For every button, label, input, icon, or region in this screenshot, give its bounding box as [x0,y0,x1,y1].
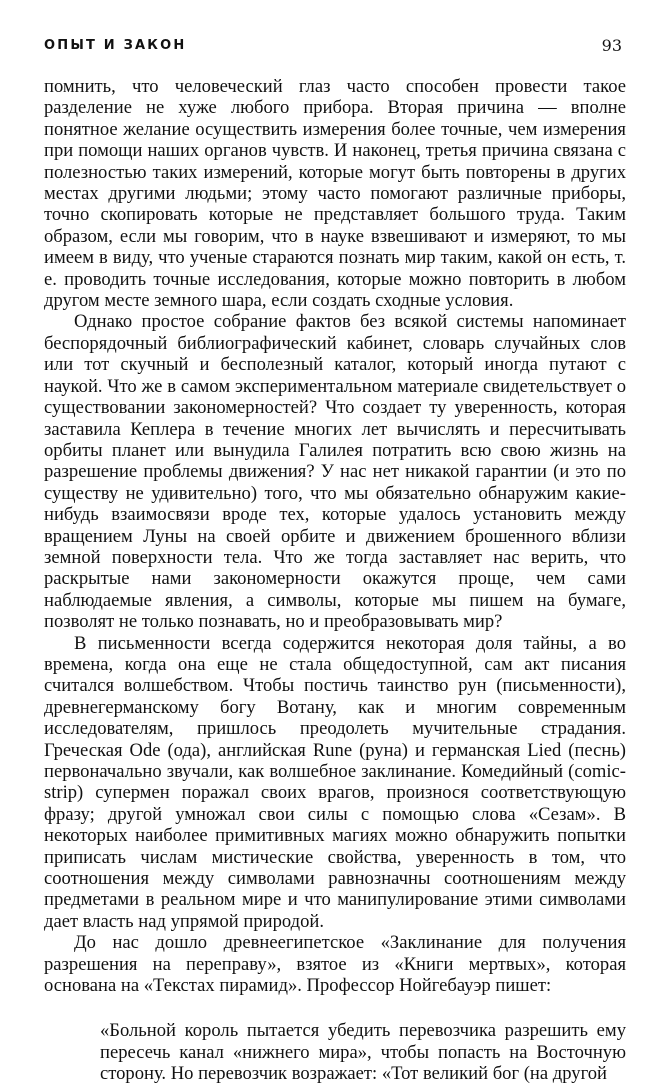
paragraph-book-of-dead: До нас дошло древнеегипетское «Заклинание для получения разрешения на переправу», взятое из «Книги мертвых», которая основана на «Текстах пирамид». Профессор Нойгебауэр пишет: [44,932,626,997]
body-text [44,76,626,1085]
paragraph-continuation: помнить, что человеческий глаз часто способен провести такое разделение не хуже любого прибора. Вторая причина — вполне понятное желание осуществить измерения более точные, чем измерения при помощи наших органов чувств. И наконец, третья причина связана с полезностью таких измерений, которые могут быть повторены в других местах другими людьми; этому часто помогают различные приборы, точно скопировать которые не представляет большого труда. Таким образом, если мы говорим, что в науке взвешивают и измеряют, то мы имеем в виду, что ученые стараются познать мир таким, какой он есть, т. е. проводить точные исследования, которые можно повторить в любом другом месте земного шара, если создать сходные условия. [44,76,626,312]
running-title: ОПЫТ И ЗАКОН [44,38,187,53]
page-number: 93 [601,36,622,55]
paragraph-facts-system: Однако простое собрание фактов без всякой системы напоминает беспорядочный библиографический кабинет, словарь случайных слов или тот скучный и бесполезный каталог, который иногда путают с наукой. Что же в самом экспериментальном материале свидетельствует о существовании закономерностей? Что создает ту уверенность, которая заставила Кеплера в течение многих лет вычислять и пересчитывать орбиты планет или вынудила Галилея потратить всю свою жизнь на разрешение проблемы движения? У нас нет никакой гарантии (и это по существу не удивительно) того, что мы обязательно обнаружим какие-нибудь взаимосвязи вроде тех, которые удалось установить между вращением Луны на своей орбите и движением брошенного вблизи земной поверхности тела. Что же тогда заставляет нас верить, что раскрытые нами закономерности окажутся проще, чем сами наблюдаемые явления, а символы, которые мы пишем на бумаге, позволят не только познавать, но и преобразовывать мир? [44,311,626,633]
running-head [44,36,622,58]
paragraph-writing-magic: В письменности всегда содержится некоторая доля тайны, а во времена, когда она еще не стала общедоступной, сам акт писания считался волшебством. Чтобы постичь таинство рун (письменности), древнегерманскому богу Вотану, как и многим современным исследователям, пришлось преодолеть мучительные страдания. Греческая Ode (ода), английская Rune (руна) и германская Lied (песнь) первоначально звучали, как волшебное заклинание. Комедийный (comic-strip) супермен поражал своих врагов, произнося соответствующую фразу; другой умножал свои силы с помощью слова «Сезам». В некоторых наиболее примитивных магиях можно обнаружить попытки приписать числам мистические свойства, уверенность в том, что соотношения между символами равнозначны соотношениям между предметами в реальном мире и что манипулирование этими символами дает власть над упрямой природой. [44,632,626,932]
block-quote: «Больной король пытается убедить перевозчика разрешить ему пересечь канал «нижнего мира», чтобы попасть на Восточную сторону. Но перевозчик возражает: «Тот великий бог (на другой [100,1020,626,1085]
